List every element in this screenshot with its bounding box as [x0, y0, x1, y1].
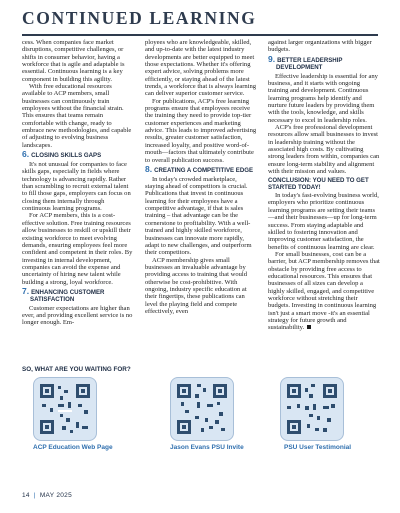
paragraph: ACP's free professional development resources allow small businesses to invest in leadership training without the associated high costs. By cultivating strong leaders from within, companies can ensure long-term stability and alignment with their mission and values.	[268, 123, 380, 175]
header-rule	[22, 34, 378, 36]
article-column-3	[268, 39, 380, 332]
section-heading-8: 8. CREATING A COMPETITIVE EDGE	[145, 163, 254, 174]
end-mark-icon	[307, 325, 311, 329]
qr-code-icon	[34, 378, 96, 440]
qr-code-education[interactable]	[33, 377, 97, 441]
section-heading-9: 9. BETTER LEADERSHIP DEVELOPMENT	[268, 53, 343, 71]
qr-code-testimonial[interactable]	[280, 377, 344, 441]
qr-code-icon	[281, 378, 343, 440]
qr-label-education[interactable]: ACP Education Web Page	[33, 444, 113, 451]
article-column-2	[145, 39, 257, 315]
paragraph: With free educational resources available to ACP members, small businesses can continuously train employees without the financial strain. This ensures that teams remain comfortable with change, ready to embrace new methodologies, and capable of adjusting to evolving business landscapes.	[22, 83, 132, 149]
paragraph: In today's fast-evolving business world, employers who prioritize continuous learning programs are setting their teams—and their businesses—up for long-term success. From staying adaptable and skilled to fostering innovation and improving customer satisfaction, the benefits of continuous learning are clear.	[268, 192, 379, 251]
paragraph: For small businesses, cost can be a barrier, but ACP membership removes that obstacle by providing free access to educational resources. This ensures that businesses of all sizes can develop a highly skilled, engaged, and competitive workforce without stretching their budgets. Investing in continuous learning isn't just a smart move -it's an essential strategy for future growth and sustainability.	[268, 250, 380, 332]
issue-date: MAY 2025	[39, 492, 72, 499]
cta-heading: SO, WHAT ARE YOU WAITING FOR?	[22, 366, 131, 373]
paragraph: against larger organizations with bigger budgets.	[268, 39, 372, 54]
article-column-1	[22, 39, 134, 327]
qr-label-testimonial[interactable]: PSU User Testimonial	[284, 444, 352, 451]
paragraph: ployees who are knowledgeable, skilled, and up-to-date with the latest industry developments are better equipped to meet those expectations. Whether it's offering expert advice, solving problems more efficiently, or staying ahead of the latest trends, a workforce that is always learning can deliver superior customer service.	[145, 39, 257, 98]
paragraph: In today's crowded marketplace, staying ahead of competitors is crucial. Publications that invest in continuous learning for their employees have a competitive advantage, if that is sales training – that advantage can be the cornerstone to profitability. With a well-trained and highly skilled workforce, businesses can innovate more rapidly, adapt to new challenges, and outperform their competitors.	[145, 175, 252, 257]
paragraph: It's not unusual for companies to face skills gaps, especially in fields where technology is advancing rapidly. Rather than scrambling to recruit external talent to fill those gaps, employers can focus on closing them internally through continuous learning programs.	[22, 161, 131, 213]
footer-separator: |	[33, 492, 36, 499]
conclusion-heading: CONCLUSION: YOU NEED TO GET STARTED TODAY!	[268, 177, 369, 192]
section-title: CONTINUED LEARNING	[22, 8, 257, 28]
section-heading-7: 7. ENHANCING CUSTOMER SATISFACTION	[22, 285, 105, 303]
paragraph: For publications, ACP's free learning programs ensure that employees receive the training they need to provide top-tier customer experiences and marketing advice. This leads to improved advertising results, greater customer satisfaction, increased loyalty, and positive word-of-mouth—factors that ultimately contribute to overall publication success.	[145, 97, 257, 164]
qr-code-icon	[171, 378, 233, 440]
page-footer	[22, 492, 72, 499]
page-number: 14	[22, 492, 30, 499]
paragraph: Customer expectations are higher than ever, and providing excellent service is no longer enough. Em-	[22, 304, 133, 327]
paragraph: For ACP members, this is a cost-effective solution. Free training resources allow businesses to reskill or upskill their existing workforce to meet evolving demands, ensuring employees feel more confident and competent in their roles. By investing in internal development, companies can avoid the expense and uncertainty of hiring new talent while building a strong, loyal workforce.	[22, 212, 133, 286]
paragraph: ACP membership gives small businesses an invaluable advantage by providing access to training that would otherwise be cost-prohibitive. With ongoing, industry specific education at their fingertips, these publications can level the playing field and compete effectively, even	[145, 256, 248, 315]
paragraph: Effective leadership is essential for any business, and it starts with ongoing training and development. Continuous learning programs help identify and nurture future leaders by providing them with the tools, knowledge, and skills necessary to excel in leadership roles.	[268, 72, 378, 124]
qr-label-jason-evans[interactable]: Jason Evans PSU Invite	[170, 444, 244, 451]
section-heading-6: 6. CLOSING SKILLS GAPS	[22, 149, 102, 160]
qr-code-jason-evans[interactable]	[170, 377, 234, 441]
paragraph: cess. When companies face market disruptions, competitive challenges, or shifts in consumer behavior, having a workforce that is agile and adaptable is essential. Continuous learning is a key component in building this agility.	[22, 39, 125, 83]
